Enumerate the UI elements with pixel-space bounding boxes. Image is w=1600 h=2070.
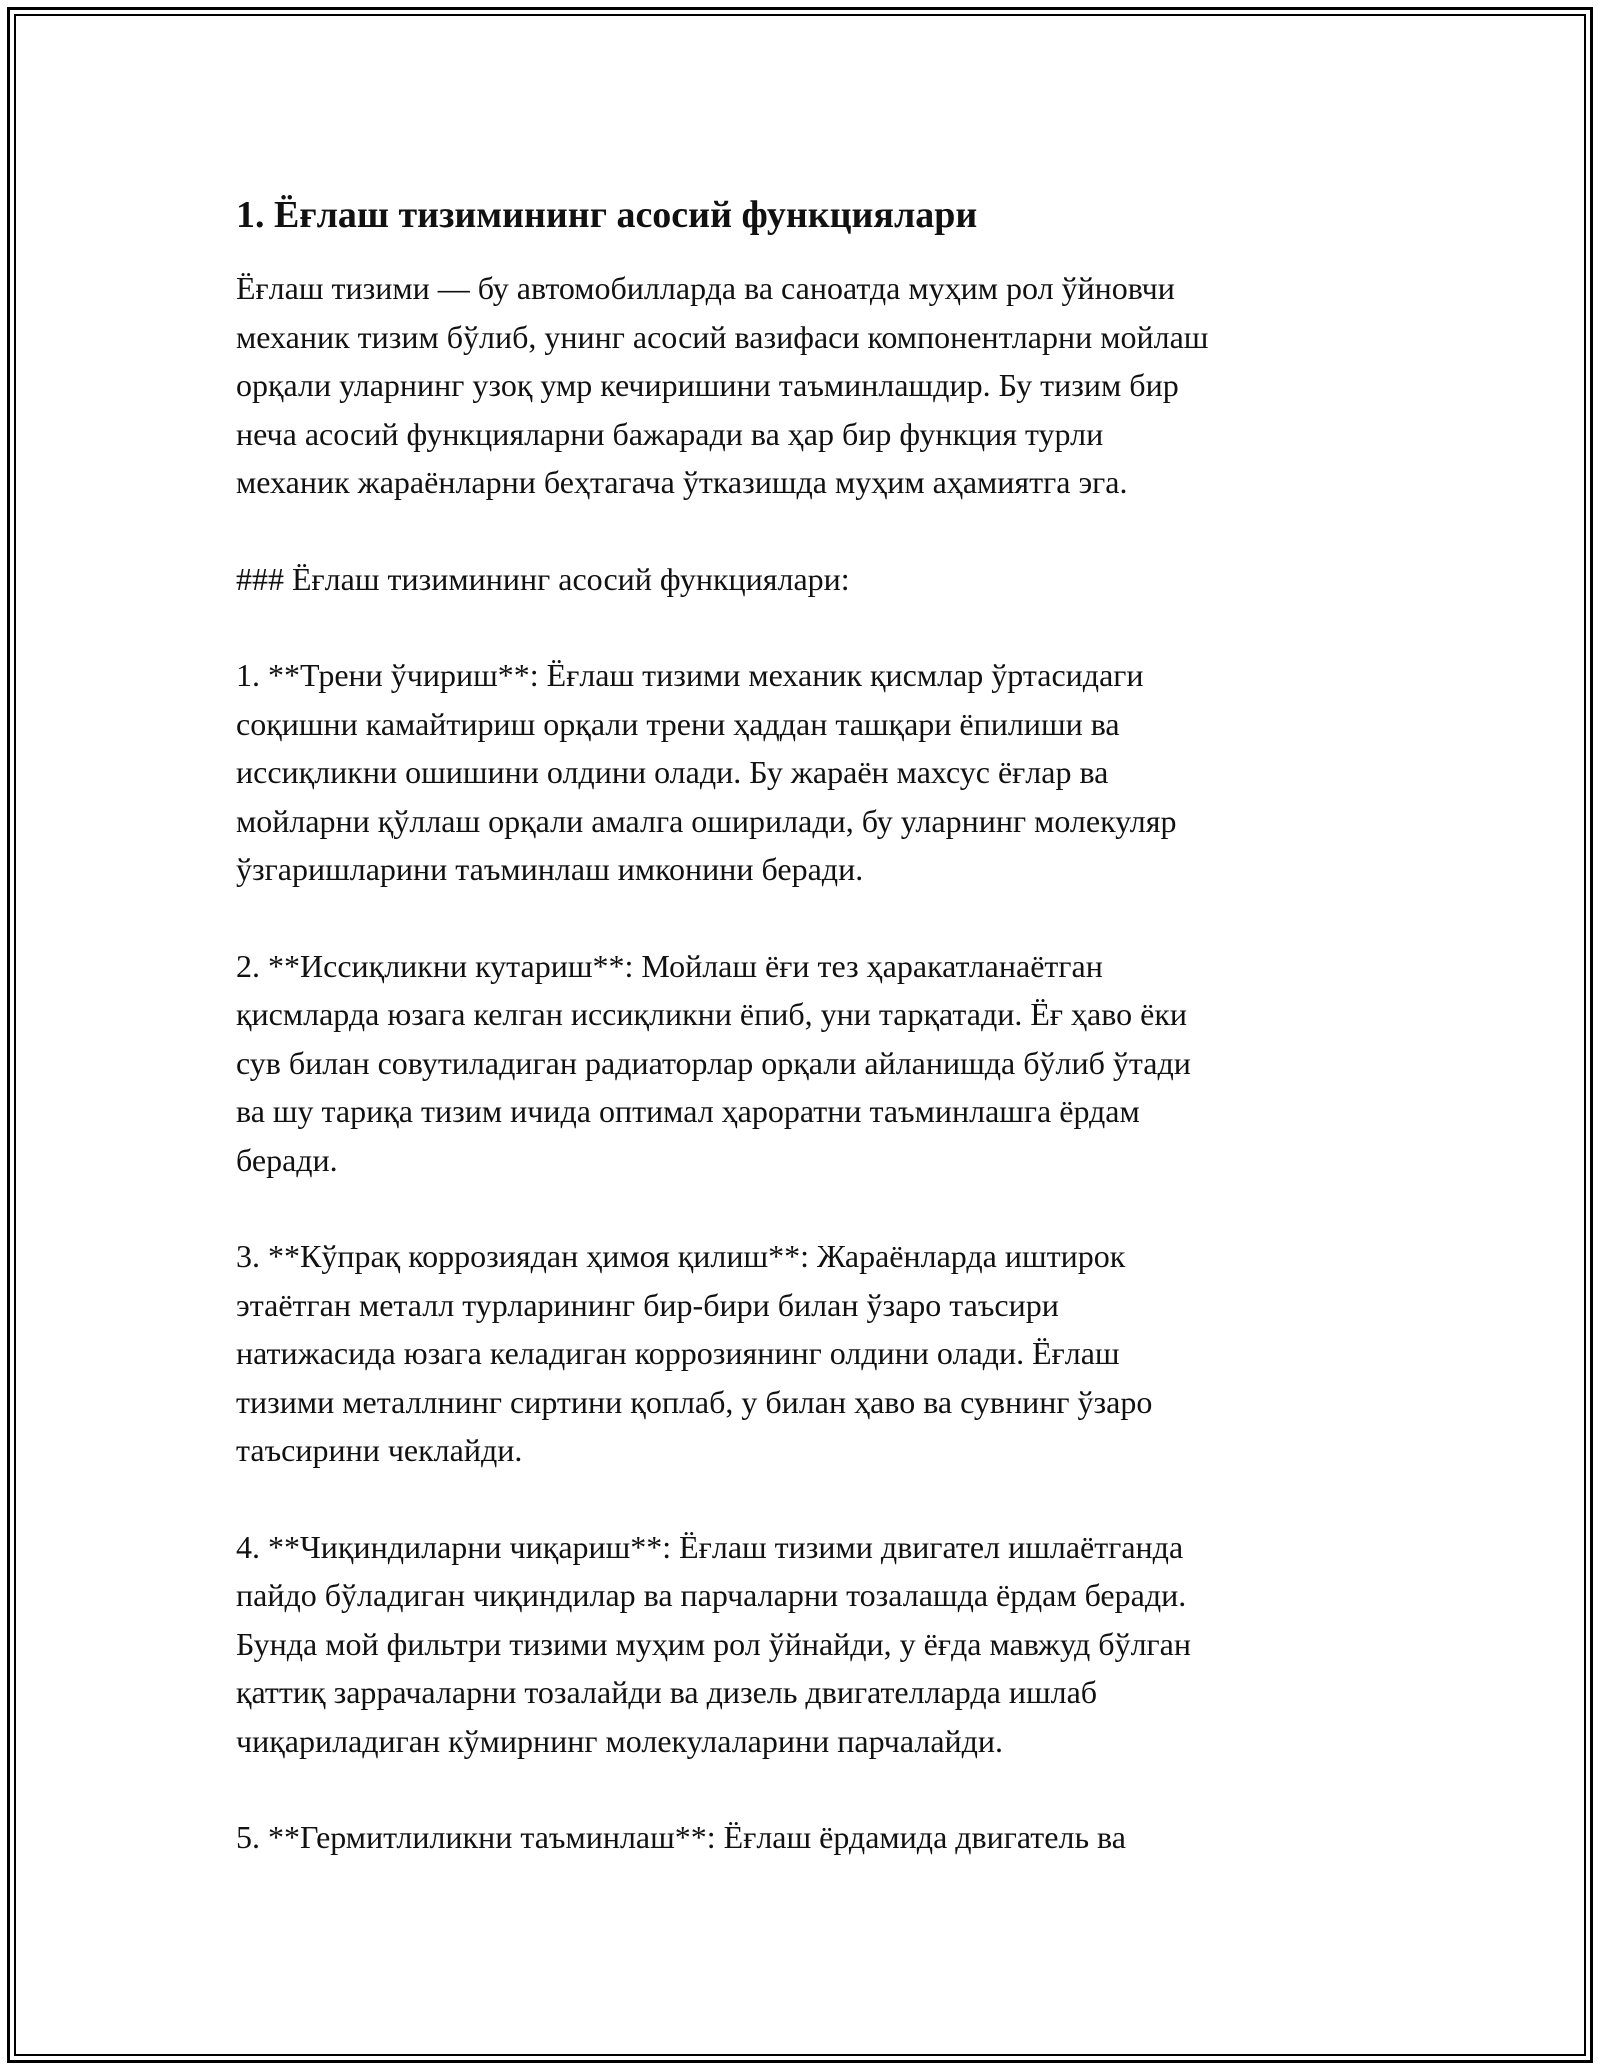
list-item-corrosion: 3. **Кўпрақ коррозиядан ҳимоя қилиш**: Жараёнларда иштирок этаётган металл турларининг бир-бири билан ўзаро таъсири натижасида юзага келадиган коррозиянинг олдини олади. Ёғлаш тизими металлнинг сиртини қоплаб, у билан ҳаво ва сувнинг ўзаро таъсирини чеклайди. <box>236 1238 1153 1468</box>
intro-paragraph: Ёғлаш тизими — бу автомобилларда ва саноатда муҳим рол ўйновчи механик тизим бўлиб, унинг асосий вазифаси компонентларни мойлаш орқали уларнинг узоқ умр кечиришини таъминлашдир. Бу тизим бир неча асосий функцияларни бажаради ва ҳар бир функция турли механик жараёнларни беҳтагача ўтказишда муҳим аҳамиятга эга. <box>236 270 1209 500</box>
list-item-sealing: 5. **Гермитлиликни таъминлаш**: Ёғлаш ёрдамида двигатель ва <box>236 1819 1126 1855</box>
list-item-heat: 2. **Иссиқликни кутариш**: Мойлаш ёғи тез ҳаракатланаётган қисмларда юзага келган иссиқликни ёпиб, уни тарқатади. Ёғ ҳаво ёки сув билан совутиладиган радиаторлар орқали айланишда бўлиб ўтади ва шу тариқа тизим ичида оптимал ҳароратни таъминлашга ёрдам беради. <box>236 947 1191 1178</box>
section-heading: 1. Ёғлаш тизимининг асосий функциялари <box>236 194 978 236</box>
list-item-debris: 4. **Чиқиндиларни чиқариш**: Ёғлаш тизими двигател ишлаётганда пайдо бўладиган чиқиндилар ва парчаларни тозалашда ёрдам беради. Бунда мой фильтри тизими муҳим рол ўйнайди, у ёғда мавжуд бўлган қаттиқ заррачаларни тозалайди ва дизель двигателларда ишлаб чиқариладиган кўмирнинг молекулаларини парчалайди. <box>236 1528 1191 1759</box>
subheading-paragraph: ### Ёғлаш тизимининг асосий функциялари: <box>236 560 850 597</box>
document-body <box>236 186 1376 1862</box>
list-item-friction: 1. **Трени ўчириш**: Ёғлаш тизими механик қисмлар ўртасидаги соқишни камайтириш орқали трени ҳаддан ташқари ёпилиши ва иссиқликни ошишини олдини олади. Бу жараён махсус ёғлар ва мойларни қўллаш орқали амалга оширилади, бу уларнинг молекуляр ўзгаришларини таъминлаш имконини беради. <box>236 657 1177 887</box>
